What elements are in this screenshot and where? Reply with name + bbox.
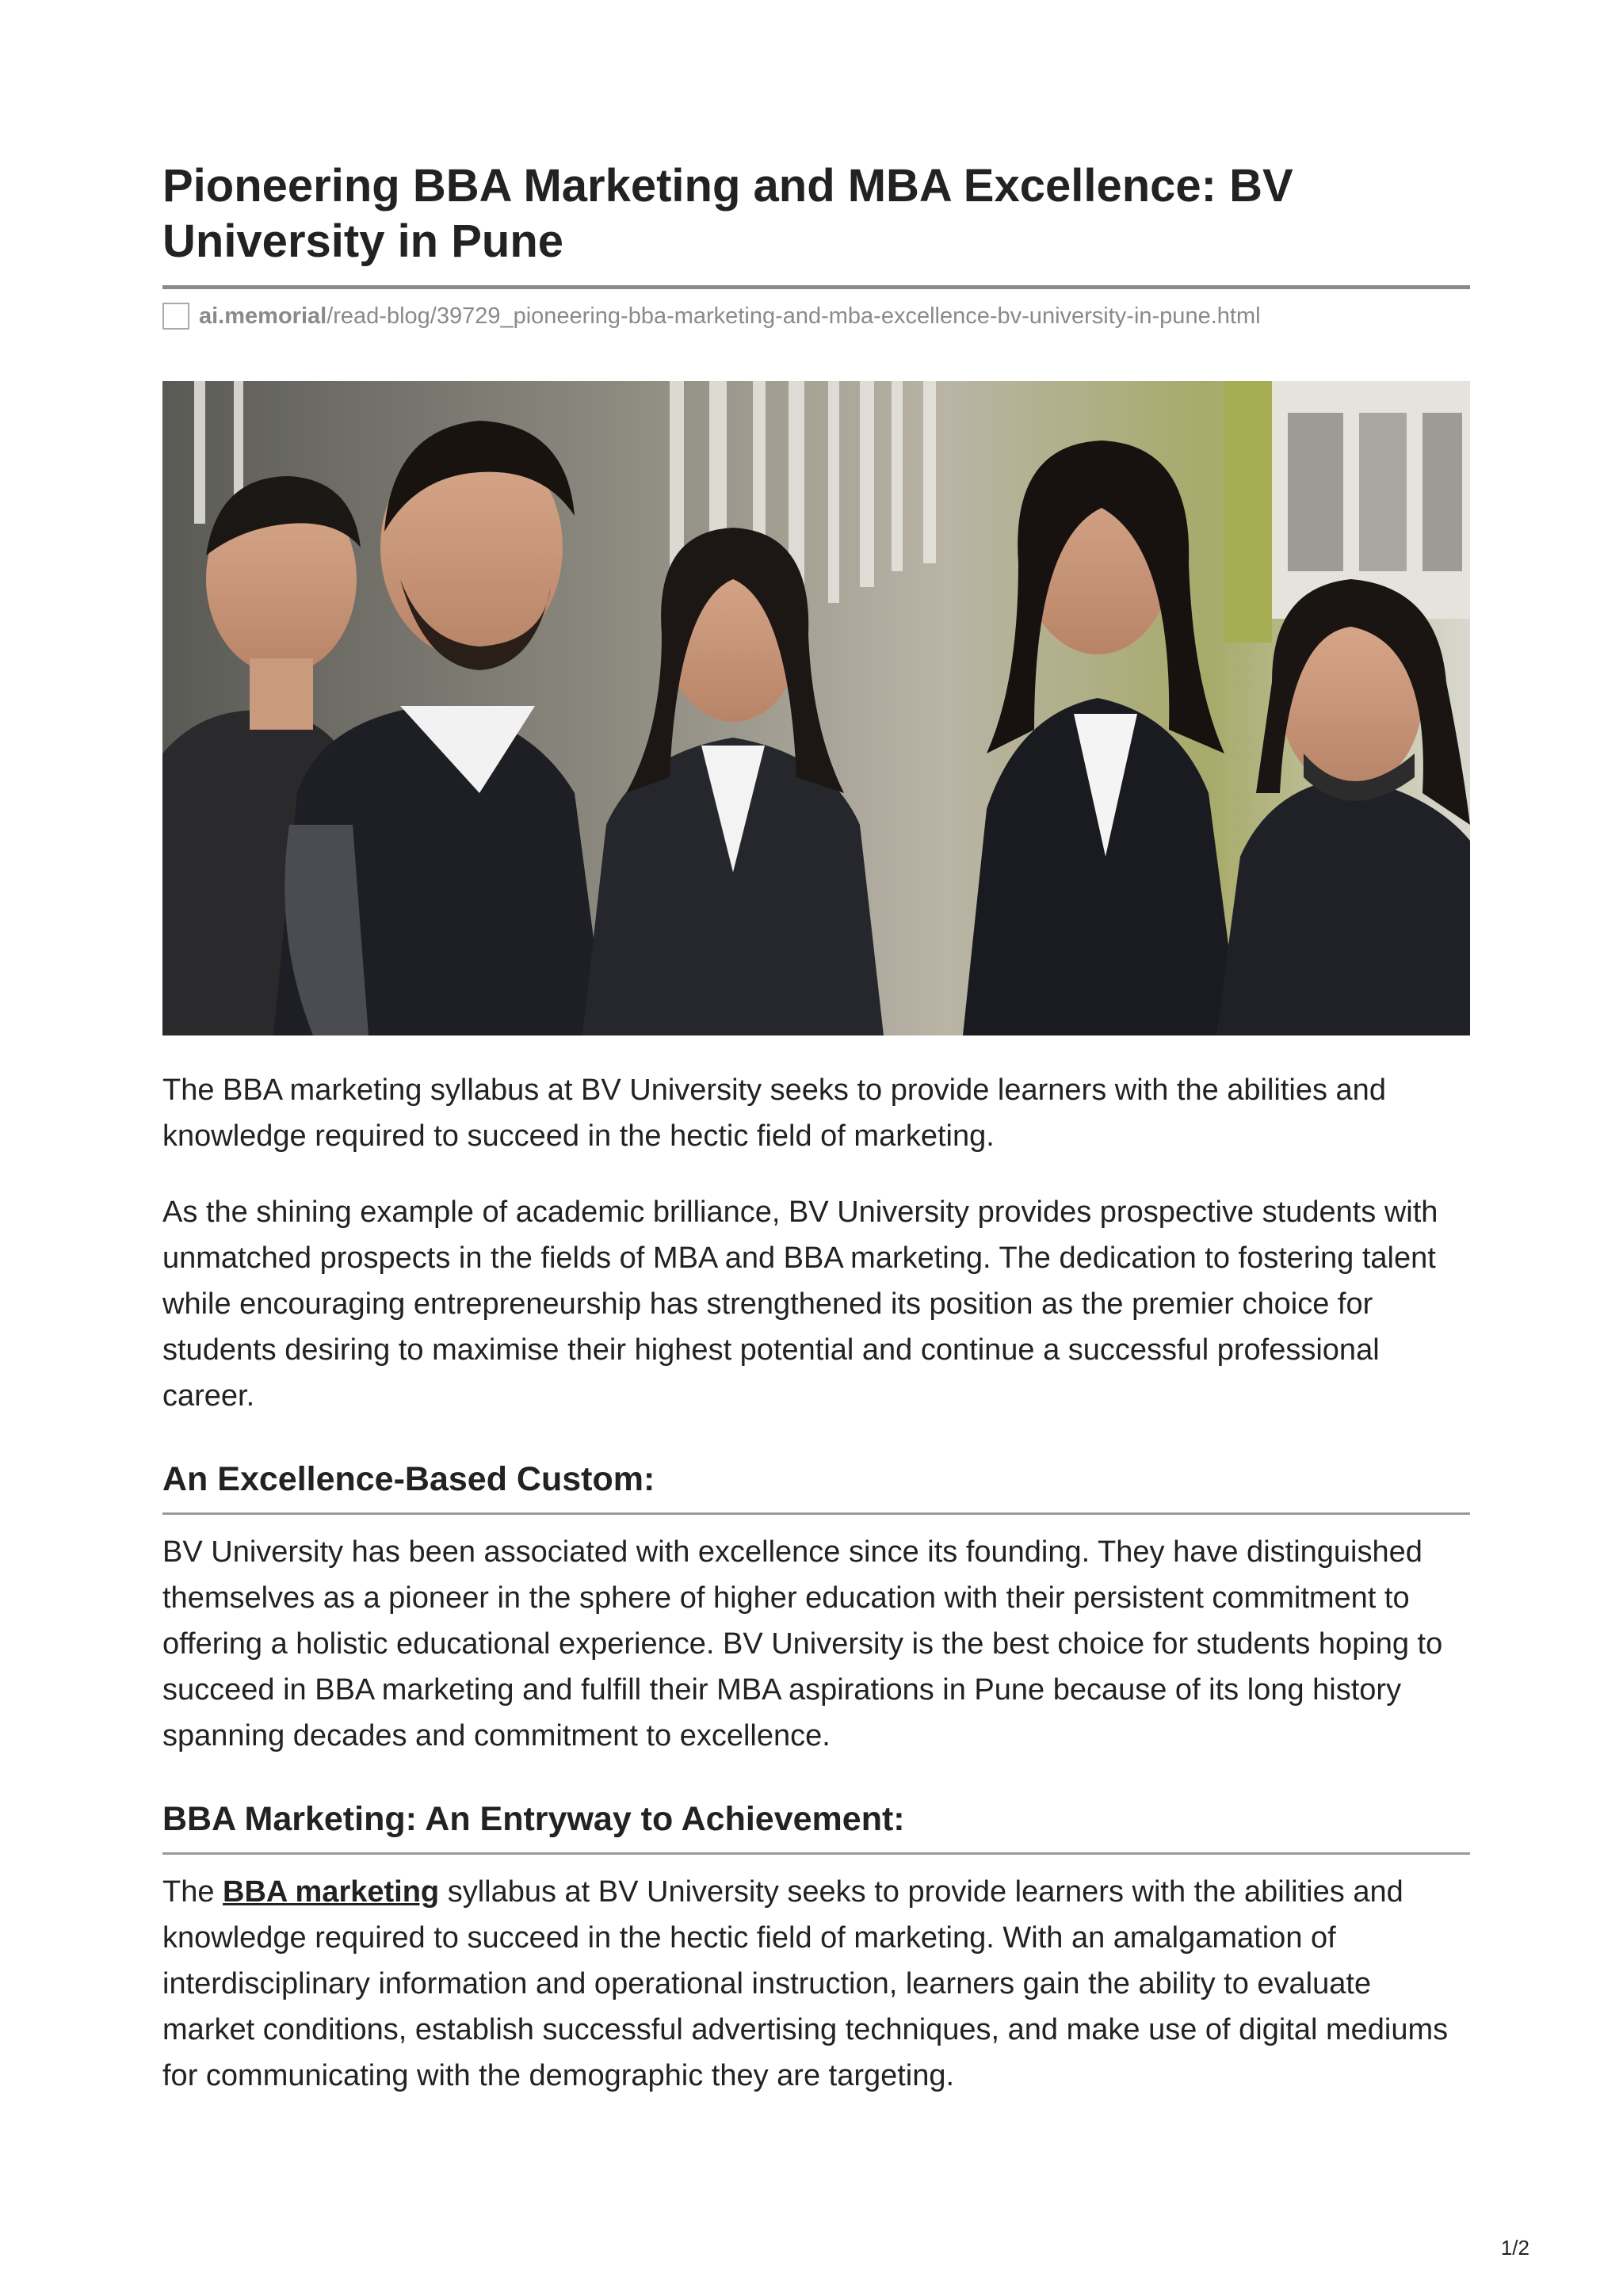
hero-image bbox=[162, 381, 1470, 1035]
intro-paragraph: The BBA marketing syllabus at BV University seeks to provide learners with the abilities and knowledge required to succeed in the hectic field of marketing. bbox=[162, 1074, 1386, 1153]
article-page bbox=[162, 158, 1470, 2099]
intro-paragraph: As the shining example of academic brilliance, BV University provides prospective students with unmatched prospects in the fields of MBA and BBA marketing. The dedication to fostering talent while encouraging entrepreneurship has strengthened its position as the premier choice for students desiring to maximise their highest potential and continue a successful professional career. bbox=[162, 1196, 1438, 1413]
bba-marketing-link[interactable]: BBA marketing bbox=[223, 1875, 440, 1909]
url-path: /read-blog/39729_pioneering-bba-marketing-and-mba-excellence-bv-university-in-pune.html bbox=[327, 303, 1261, 329]
section-paragraph bbox=[162, 1869, 1470, 2099]
paragraph-text: The bbox=[162, 1875, 223, 1909]
section-paragraph: BV University has been associated with excellence since its founding. They have distinguished themselves as a pioneer in the sphere of higher education with their persistent commitment to offering a holistic educational experience. BV University is the best choice for students hoping to succeed in BBA marketing and fulfill their MBA aspirations in Pune because of its long history spanning decades and commitment to excellence. bbox=[162, 1535, 1443, 1753]
students-photo-illustration bbox=[162, 381, 1470, 1035]
source-url[interactable] bbox=[162, 299, 1470, 334]
section-heading: An Excellence-Based Custom: bbox=[162, 1457, 1470, 1515]
favicon-icon bbox=[162, 303, 189, 330]
page-title: Pioneering BBA Marketing and MBA Excellence: BV University in Pune bbox=[162, 158, 1470, 289]
page-number: 1/2 bbox=[1500, 2236, 1529, 2260]
section-heading: BBA Marketing: An Entryway to Achievement: bbox=[162, 1797, 1470, 1855]
paragraph-text: syllabus at BV University seeks to provide learners with the abilities and knowledge required to succeed in the hectic field of marketing. With an amalgamation of interdisciplinary information and operational instruction, learners gain the ability to evaluate market conditions, establish successful advertising techniques, and make use of digital mediums for communicating with the demographic they are targeting. bbox=[162, 1875, 1449, 2092]
url-domain: ai.memorial bbox=[199, 303, 327, 329]
